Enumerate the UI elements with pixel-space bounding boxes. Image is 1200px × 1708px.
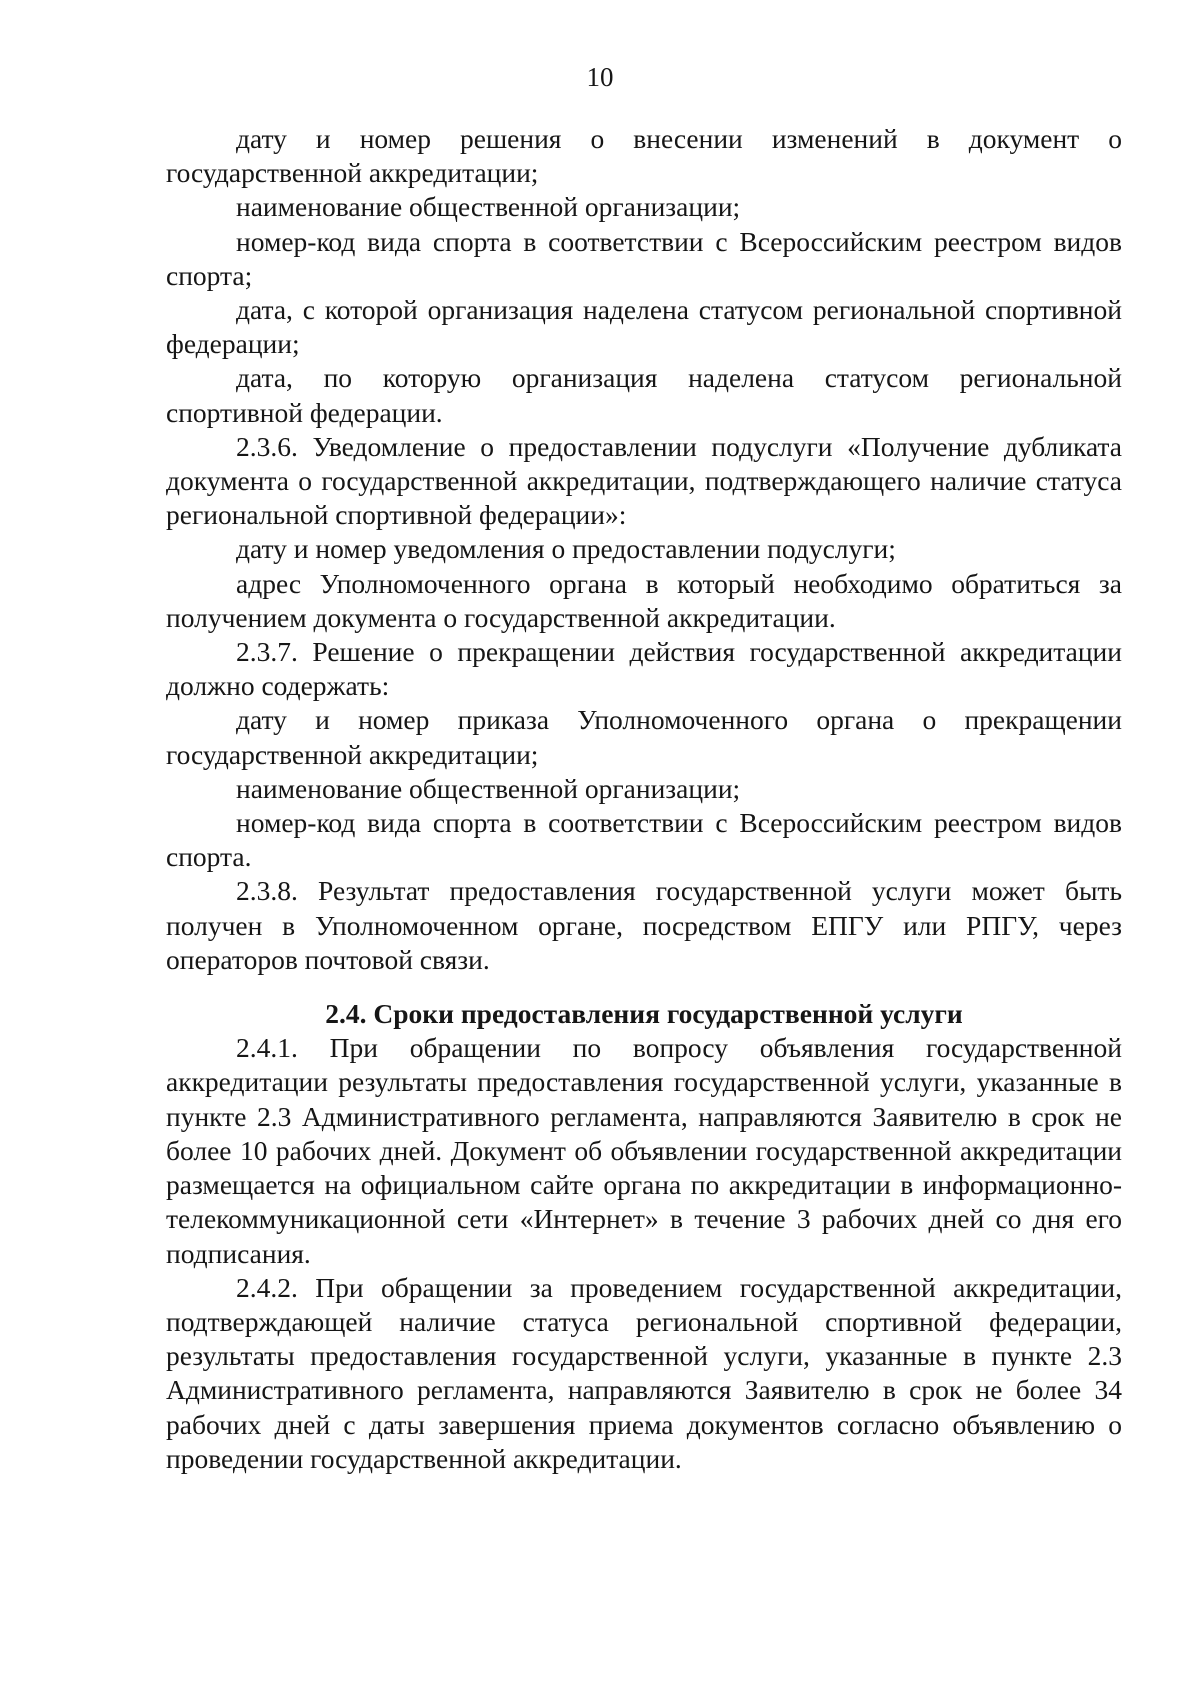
paragraph-organization-name-2: наименование общественной организации; bbox=[236, 772, 741, 804]
paragraph-2-3-7: 2.3.7. Решение о прекращении действия государственной аккредитации должно содержать: bbox=[166, 636, 1122, 702]
paragraph-notice-date: дату и номер уведомления о предоставлении подуслуги; bbox=[236, 533, 896, 565]
paragraph-authority-address: адрес Уполномоченного органа в который необходимо обратиться за получением документа о государственной аккредитации. bbox=[166, 567, 1122, 633]
paragraph-status-start-date: дата, с которой организация наделена статусом региональной спортивной федерации; bbox=[166, 294, 1122, 360]
paragraph-2-4-1: 2.4.1. При обращении по вопросу объявления государственной аккредитации результаты предоставления государственной услуги, указанные в пункте 2.3 Административного регламента, направляются Заявителю в срок не более 10 рабочих дней. Документ об объявлении государственной аккредитации размещается на официальном сайте органа по аккредитации в информационно-телекоммуникационной сети «Интернет» в течение 3 рабочих дней со дня его подписания. bbox=[166, 1032, 1122, 1269]
paragraph-2-3-8: 2.3.8. Результат предоставления государственной услуги может быть получен в Уполномоченном органе, посредством ЕПГУ или РПГУ, через операторов почтовой связи. bbox=[166, 875, 1122, 975]
paragraph-2-4-2: 2.4.2. При обращении за проведением государственной аккредитации, подтверждающей наличие статуса региональной спортивной федерации, результаты предоставления государственной услуги, указанные в пункте 2.3 Административного регламента, направляются Заявителю в срок не более 34 рабочих дней с даты завершения приема документов согласно объявлению о проведении государственной аккредитации. bbox=[166, 1271, 1122, 1474]
section-heading: 2.4. Сроки предоставления государственной услуги bbox=[325, 998, 963, 1030]
paragraph-2-3-6: 2.3.6. Уведомление о предоставлении подуслуги «Получение дубликата документа о государственной аккредитации, подтверждающего наличие статуса региональной спортивной федерации»: bbox=[166, 430, 1122, 531]
paragraph-sport-code: номер-код вида спорта в соответствии с Всероссийским реестром видов спорта; bbox=[166, 225, 1122, 291]
paragraph-order-date: дату и номер приказа Уполномоченного органа о прекращении государственной аккредитации; bbox=[166, 704, 1122, 770]
paragraph-sport-code-2: номер-код вида спорта в соответствии с Всероссийским реестром видов спорта. bbox=[166, 807, 1122, 873]
page-number: 10 bbox=[586, 62, 614, 92]
paragraph-decision-date: дату и номер решения о внесении изменений в документ о государственной аккредитации; bbox=[166, 123, 1122, 189]
document-body bbox=[166, 122, 1122, 1476]
paragraph-status-end-date: дата, по которую организация наделена статусом региональной спортивной федерации. bbox=[166, 362, 1122, 428]
paragraph-organization-name: наименование общественной организации; bbox=[236, 191, 741, 223]
